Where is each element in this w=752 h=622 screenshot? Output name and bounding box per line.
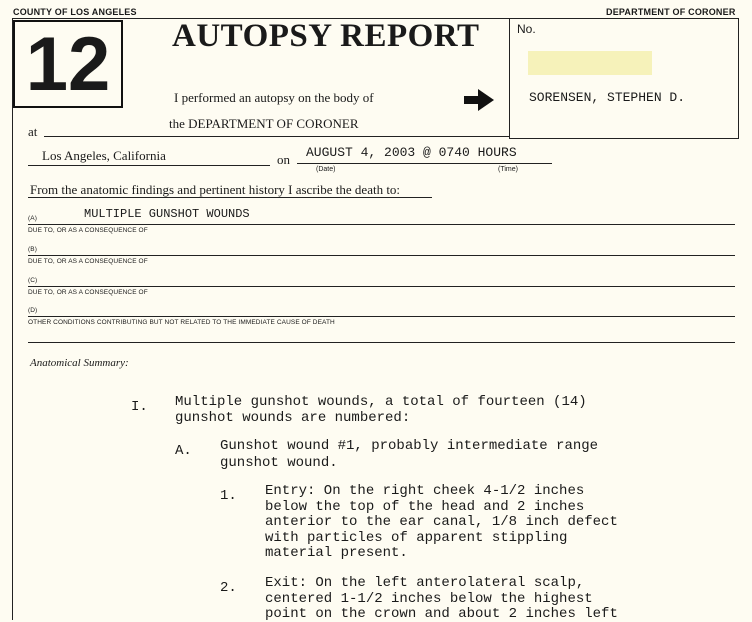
county-header: COUNTY OF LOS ANGELES	[13, 7, 137, 17]
cause-a-value: MULTIPLE GUNSHOT WOUNDS	[84, 207, 250, 221]
date-time: AUGUST 4, 2003 @ 0740 HOURS	[306, 145, 517, 160]
form-number: 12	[25, 22, 111, 107]
item-2-line-1: Exit: On the left anterolateral scalp,	[265, 575, 585, 591]
cause-b-caption: DUE TO, OR AS A CONSEQUENCE OF	[28, 258, 148, 265]
item-1-marker: 1.	[220, 488, 237, 504]
cause-letter-d: (D)	[28, 307, 38, 314]
item-2-line-2: centered 1-1/2 inches below the highest	[265, 591, 593, 607]
report-title: AUTOPSY REPORT	[172, 18, 480, 54]
decedent-name: SORENSEN, STEPHEN D.	[529, 90, 686, 105]
item-1-line-1: Entry: On the right cheek 4-1/2 inches	[265, 483, 585, 499]
date-underline	[297, 163, 552, 164]
item-a-line-2: gunshot wound.	[220, 455, 338, 471]
department-header: DEPARTMENT OF CORONER	[606, 7, 736, 17]
cause-letter-b: (B)	[28, 246, 37, 253]
case-number-label: No.	[517, 22, 536, 36]
cause-d-caption: OTHER CONDITIONS CONTRIBUTING BUT NOT RELATED TO THE IMMEDIATE CAUSE OF DEATH	[28, 319, 335, 326]
at-underline	[44, 136, 510, 137]
redacted-case-number	[528, 51, 652, 75]
summary-heading: Anatomical Summary:	[30, 357, 129, 369]
cause-d-line	[28, 316, 735, 317]
item-1-line-4: with particles of apparent stippling	[265, 530, 568, 546]
cause-heading-underline	[28, 197, 432, 198]
at-label: at	[28, 124, 38, 139]
cause-letter-c: (C)	[28, 277, 38, 284]
time-caption: (Time)	[498, 166, 518, 173]
facility: the DEPARTMENT OF CORONER	[169, 116, 359, 131]
item-1-line-3: anterior to the ear canal, 1/8 inch defect	[265, 514, 618, 530]
cause-heading: From the anatomic findings and pertinent history I ascribe the death to:	[30, 182, 401, 197]
item-2-line-3: point on the crown and about 2 inches left	[265, 606, 618, 622]
cause-b-line	[28, 255, 735, 256]
form-number-box	[13, 20, 123, 108]
item-a-marker: A.	[175, 443, 192, 459]
location-underline	[28, 165, 270, 166]
item-1-line-5: material present.	[265, 545, 408, 561]
performed-text: I performed an autopsy on the body of	[174, 90, 374, 105]
cause-c-caption: DUE TO, OR AS A CONSEQUENCE OF	[28, 289, 148, 296]
on-label: on	[277, 152, 290, 167]
item-i-line-2: gunshot wounds are numbered:	[175, 410, 411, 426]
cause-letter-a: (A)	[28, 215, 37, 222]
item-2-marker: 2.	[220, 580, 237, 596]
case-number-box	[509, 18, 739, 139]
location: Los Angeles, California	[42, 148, 166, 163]
cause-a-caption: DUE TO, OR AS A CONSEQUENCE OF	[28, 227, 148, 234]
cause-a-line	[28, 224, 735, 225]
cause-c-line	[28, 286, 735, 287]
arrow-right-icon	[464, 89, 494, 111]
left-form-border	[12, 18, 13, 620]
item-i-marker: I.	[131, 399, 148, 415]
section-divider	[28, 342, 735, 343]
item-a-line-1: Gunshot wound #1, probably intermediate range	[220, 438, 599, 454]
item-i-line-1: Multiple gunshot wounds, a total of fourteen (14)	[175, 394, 587, 410]
item-1-line-2: below the top of the head and 2 inches	[265, 499, 585, 515]
date-caption: (Date)	[316, 166, 336, 173]
